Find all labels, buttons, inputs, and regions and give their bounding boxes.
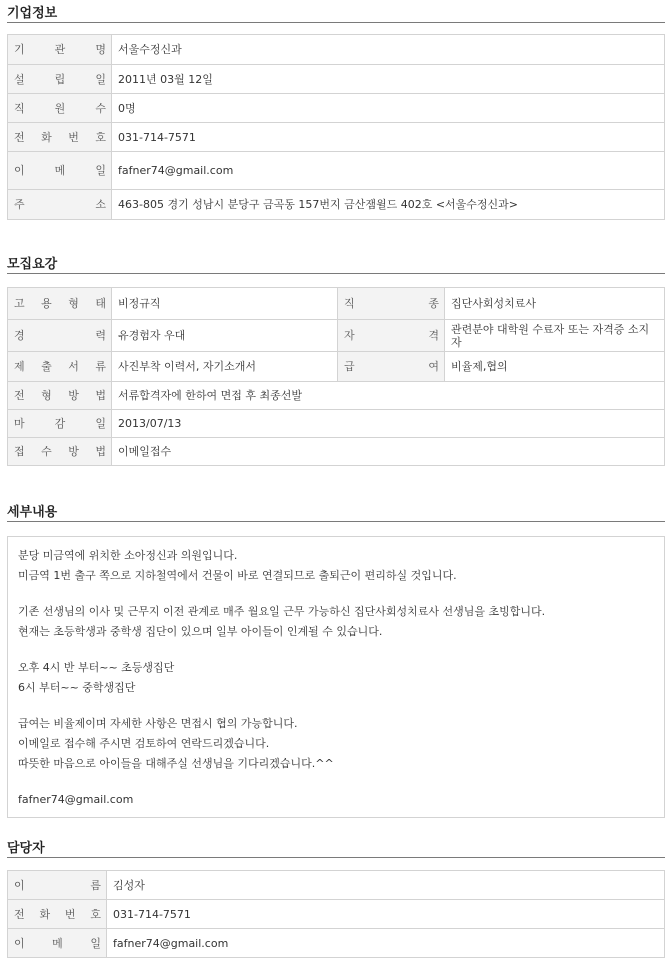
label-char: 이 bbox=[14, 936, 25, 950]
recruit-row bbox=[8, 382, 665, 410]
label-char: 소 bbox=[95, 198, 106, 211]
label-char: 호 bbox=[95, 130, 106, 144]
field-label bbox=[8, 352, 112, 382]
description-line: 급여는 비율제이며 자세한 사항은 면접시 협의 가능합니다. bbox=[18, 717, 298, 730]
label-char: 수 bbox=[95, 101, 106, 115]
field-value: 이메일접수 bbox=[112, 438, 665, 466]
label-char: 름 bbox=[90, 878, 101, 892]
field-value: fafner74@gmail.com bbox=[107, 929, 665, 958]
recruit-row bbox=[8, 320, 665, 352]
description-gap bbox=[18, 586, 654, 602]
label-char: 종 bbox=[428, 297, 439, 310]
field-value: fafner74@gmail.com bbox=[112, 152, 665, 190]
label-char: 급 bbox=[344, 360, 355, 373]
label-char: 감 bbox=[54, 417, 66, 430]
field-value: 유경험자 우대 bbox=[112, 320, 338, 352]
label-char: 번 bbox=[64, 907, 76, 921]
description-gap bbox=[18, 698, 654, 714]
label-char: 격 bbox=[428, 329, 439, 342]
label-char: 수 bbox=[41, 445, 52, 458]
recruit-row bbox=[8, 352, 665, 382]
field-value: 2013/07/13 bbox=[112, 410, 665, 438]
description-gap bbox=[18, 642, 654, 658]
label-char: 이 bbox=[14, 878, 25, 892]
description-gap bbox=[18, 774, 654, 790]
label-char: 법 bbox=[95, 445, 106, 458]
label-char: 경 bbox=[14, 329, 25, 342]
company-section-divider bbox=[7, 22, 665, 23]
label-char: 제 bbox=[14, 360, 25, 373]
field-label bbox=[8, 123, 112, 152]
description-line: 현재는 초등학생과 중학생 집단이 있으며 일부 아이들이 인계될 수 있습니다. bbox=[18, 625, 383, 638]
label-char: 일 bbox=[95, 72, 106, 86]
details-section-title: 세부내용 bbox=[7, 505, 58, 520]
label-char: 여 bbox=[428, 360, 439, 373]
field-label bbox=[8, 382, 112, 410]
field-value: 2011년 03월 12일 bbox=[112, 65, 665, 94]
label-char: 마 bbox=[14, 417, 25, 430]
company-row bbox=[8, 65, 665, 94]
field-label bbox=[8, 35, 112, 65]
field-value: 0명 bbox=[112, 94, 665, 123]
description-line: 기존 선생님의 이사 및 근무지 이전 관계로 매주 월요일 근무 가능하신 집단사회성치료사 선생님을 초빙합니다. bbox=[18, 605, 546, 618]
field-label bbox=[8, 152, 112, 190]
field-value: 031-714-7571 bbox=[107, 900, 665, 929]
contact-row bbox=[8, 900, 665, 929]
field-label bbox=[338, 352, 445, 382]
label-char: 메 bbox=[54, 164, 66, 177]
label-char: 일 bbox=[95, 417, 106, 430]
field-value: 서울수정신과 bbox=[112, 35, 665, 65]
company-row bbox=[8, 123, 665, 152]
label-char: 기 bbox=[14, 43, 25, 56]
label-char: 립 bbox=[54, 72, 66, 86]
field-value: 김성자 bbox=[107, 871, 665, 900]
field-value: 비정규직 bbox=[112, 288, 338, 320]
field-label bbox=[8, 94, 112, 123]
field-label bbox=[8, 288, 112, 320]
field-label bbox=[8, 410, 112, 438]
field-label bbox=[8, 65, 112, 94]
label-char: 방 bbox=[68, 389, 79, 402]
description-line: 6시 부터~~ 중학생집단 bbox=[18, 681, 136, 694]
recruit-section-divider bbox=[7, 273, 665, 274]
company-row bbox=[8, 94, 665, 123]
description-line: 따뜻한 마음으로 아이들을 대해주실 선생님을 기다리겠습니다.^^ bbox=[18, 757, 334, 770]
company-row bbox=[8, 190, 665, 220]
label-char: 형 bbox=[41, 389, 52, 402]
label-char: 서 bbox=[68, 360, 79, 373]
field-label bbox=[8, 871, 107, 900]
description-line: fafner74@gmail.com bbox=[18, 793, 134, 806]
label-char: 전 bbox=[14, 130, 25, 144]
label-char: 호 bbox=[90, 907, 101, 921]
company-row bbox=[8, 152, 665, 190]
field-label bbox=[8, 190, 112, 220]
field-value: 관련분야 대학원 수료자 또는 자격증 소지자 bbox=[445, 320, 665, 352]
label-char: 관 bbox=[54, 43, 66, 56]
company-info-table bbox=[7, 34, 665, 220]
label-char: 일 bbox=[90, 936, 101, 950]
label-char: 직 bbox=[344, 297, 355, 310]
field-label bbox=[338, 320, 445, 352]
field-value: 사진부착 이력서, 자기소개서 bbox=[112, 352, 338, 382]
label-char: 형 bbox=[68, 297, 79, 310]
recruit-row bbox=[8, 288, 665, 320]
label-char: 메 bbox=[52, 936, 63, 950]
field-label bbox=[8, 438, 112, 466]
description-line: 미금역 1번 출구 쪽으로 지하철역에서 건물이 바로 연결되므로 출퇴근이 편리하실 것입니다. bbox=[18, 569, 457, 582]
contact-info-table bbox=[7, 870, 665, 958]
label-char: 주 bbox=[14, 198, 25, 211]
field-label bbox=[8, 900, 107, 929]
label-char: 출 bbox=[41, 360, 52, 373]
label-char: 전 bbox=[14, 389, 25, 402]
label-char: 직 bbox=[14, 101, 25, 115]
label-char: 력 bbox=[95, 329, 106, 342]
recruit-section-title: 모집요강 bbox=[7, 257, 58, 272]
details-section-divider bbox=[7, 521, 665, 522]
label-char: 법 bbox=[95, 389, 106, 402]
label-char: 용 bbox=[41, 297, 52, 310]
label-char: 이 bbox=[14, 164, 25, 177]
contact-row bbox=[8, 871, 665, 900]
label-char: 접 bbox=[14, 445, 25, 458]
field-value: 비율제,협의 bbox=[445, 352, 665, 382]
details-description-box bbox=[7, 536, 665, 818]
label-char: 화 bbox=[41, 130, 52, 144]
label-char: 설 bbox=[14, 72, 25, 86]
label-char: 전 bbox=[14, 907, 25, 921]
description-line: 오후 4시 반 부터~~ 초등생집단 bbox=[18, 661, 175, 674]
field-value: 463-805 경기 성남시 분당구 금곡동 157번지 금산잼윌드 402호 <서울수정신과> bbox=[112, 190, 665, 220]
company-section-title: 기업정보 bbox=[7, 6, 58, 21]
company-row bbox=[8, 35, 665, 65]
field-value: 서류합격자에 한하여 면접 후 최종선발 bbox=[112, 382, 665, 410]
recruit-row bbox=[8, 438, 665, 466]
field-label bbox=[338, 288, 445, 320]
label-char: 화 bbox=[39, 907, 51, 921]
recruit-row bbox=[8, 410, 665, 438]
recruit-info-table bbox=[7, 287, 665, 466]
description-line: 분당 미금역에 위치한 소아정신과 의원입니다. bbox=[18, 549, 238, 562]
label-char: 명 bbox=[95, 43, 106, 56]
label-char: 자 bbox=[344, 329, 355, 342]
label-char: 일 bbox=[95, 164, 106, 177]
field-label bbox=[8, 320, 112, 352]
label-char: 번 bbox=[68, 130, 79, 144]
label-char: 원 bbox=[54, 101, 66, 115]
description-line: 이메일로 접수해 주시면 검토하여 연락드리겠습니다. bbox=[18, 737, 270, 750]
label-char: 방 bbox=[68, 445, 79, 458]
contact-section-divider bbox=[7, 857, 665, 858]
label-char: 고 bbox=[14, 297, 25, 310]
field-label bbox=[8, 929, 107, 958]
label-char: 태 bbox=[95, 297, 106, 310]
contact-row bbox=[8, 929, 665, 958]
field-value: 031-714-7571 bbox=[112, 123, 665, 152]
field-value: 집단사회성치료사 bbox=[445, 288, 665, 320]
contact-section-title: 담당자 bbox=[7, 841, 45, 856]
label-char: 류 bbox=[95, 360, 106, 373]
